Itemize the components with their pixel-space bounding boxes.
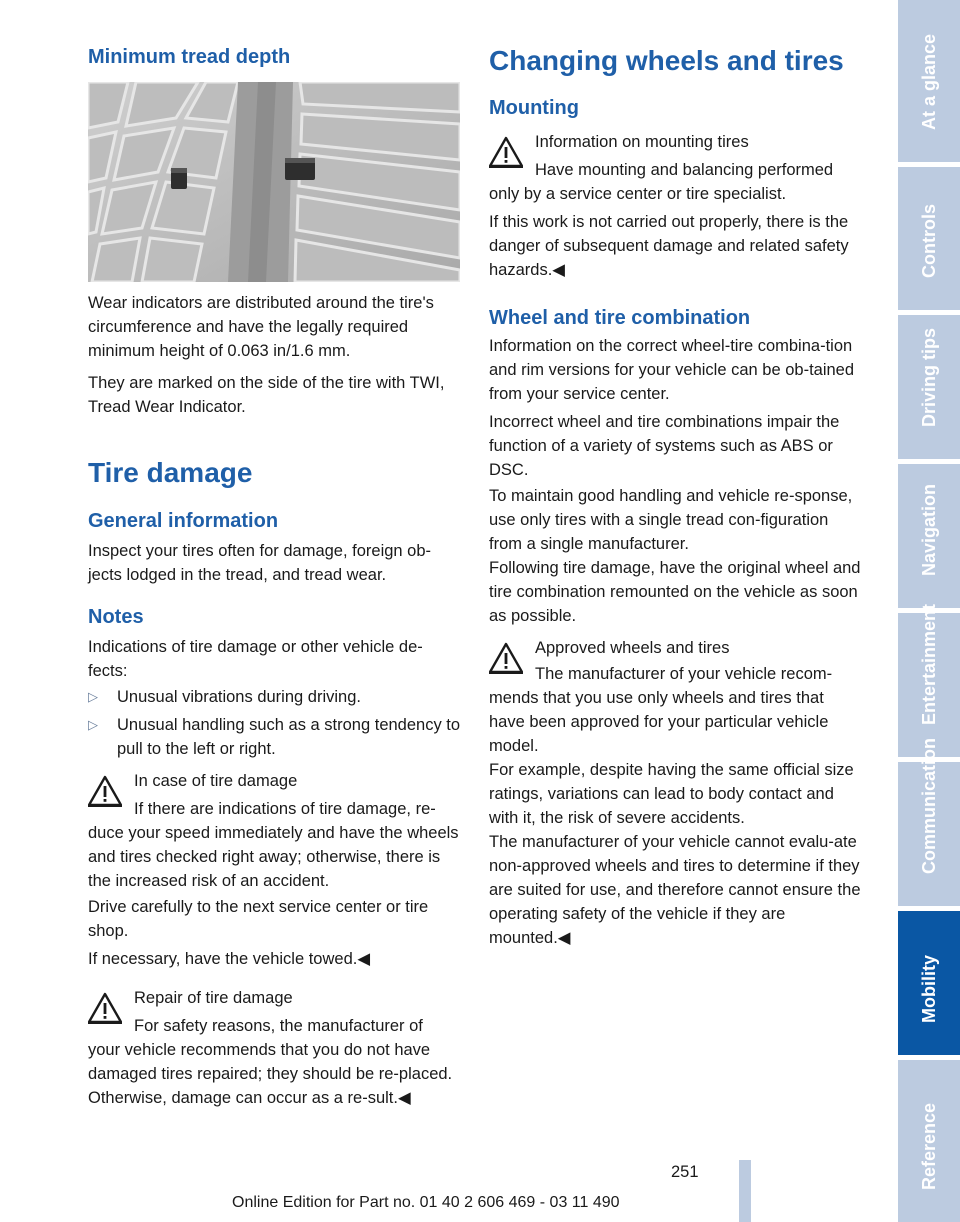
warning-icon	[88, 775, 122, 807]
tab-controls[interactable]	[898, 167, 960, 310]
minimum-tread-depth-heading: Minimum tread depth	[88, 46, 291, 68]
tab-label: Entertainment	[919, 603, 939, 725]
chapter-sidebar	[898, 0, 960, 1222]
handling-paragraph: To maintain good handling and vehicle re‐sponse, use only tires with a single tread con‐figuration from a single manufacturer.	[489, 487, 853, 553]
tab-driving-tips[interactable]	[898, 315, 960, 459]
list-item-text: Unusual handling such as a strong tendency to pull to the left or right.	[117, 716, 461, 758]
triangle-bullet-icon: ▷	[88, 689, 98, 704]
warning-first-line: If there are indications of tire damage, re‐	[134, 800, 436, 818]
list-item-text: Unusual vibrations during driving.	[117, 688, 361, 706]
general-information-paragraph: Inspect your tires often for damage, foreign ob‐jects lodged in the tread, and tread wear.	[88, 542, 432, 584]
towed-paragraph: If necessary, have the vehicle towed.◀	[88, 950, 371, 968]
tab-label: At a glance	[919, 33, 939, 130]
warning-icon	[88, 992, 122, 1024]
tab-label: Reference	[919, 1102, 939, 1190]
tab-label: Mobility	[919, 955, 939, 1023]
warning-first-line: The manufacturer of your vehicle recom‐	[535, 665, 833, 683]
wear-indicators-paragraph: Wear indicators are distributed around the tire's circumference and have the legally required minimum height of 0.063 in/1.6 mm.	[88, 294, 434, 360]
page-number-bar	[739, 1160, 751, 1222]
tab-label: Controls	[919, 204, 939, 278]
warning-first-line: Have mounting and balancing performed	[535, 161, 834, 179]
notes-heading: Notes	[88, 606, 144, 628]
list-item	[88, 685, 462, 709]
warning-text: only by a service center or tire specialist.	[489, 185, 787, 203]
tab-navigation[interactable]	[898, 464, 960, 608]
drive-carefully-paragraph: Drive carefully to the next service center or tire shop.	[88, 898, 429, 940]
triangle-bullet-icon: ▷	[88, 717, 98, 732]
tab-label: Navigation	[919, 483, 939, 576]
combination-paragraph: Information on the correct wheel-tire combina‐tion and rim versions for your vehicle can be ob‐tained from your service center.	[489, 337, 855, 403]
warning-title: Information on mounting tires	[535, 133, 749, 151]
warning-title: Repair of tire damage	[134, 989, 293, 1007]
tab-at-a-glance[interactable]	[898, 0, 960, 162]
list-item	[88, 713, 462, 761]
tab-label: Driving tips	[919, 327, 939, 427]
mounting-heading: Mounting	[489, 97, 579, 119]
cannot-evaluate-paragraph: The manufacturer of your vehicle cannot evalu‐ate non-approved wheels and tires to determine if they are suited for use, and therefore cannot ensure the operating safety of the vehicle if they are mounted.◀	[489, 833, 861, 947]
warning-title: In case of tire damage	[134, 772, 298, 790]
page-number: 251	[671, 1163, 699, 1181]
following-damage-paragraph: Following tire damage, have the original wheel and tire combination remounted on the vehicle as soon as possible.	[489, 559, 861, 625]
tab-mobility[interactable]	[898, 911, 960, 1055]
notes-paragraph: Indications of tire damage or other vehicle de‐fects:	[88, 638, 423, 680]
warning-title: Approved wheels and tires	[535, 639, 730, 657]
tire-damage-heading: Tire damage	[88, 457, 253, 488]
twi-paragraph: They are marked on the side of the tire with TWI, Tread Wear Indicator.	[88, 374, 445, 416]
warning-first-line: For safety reasons, the manufacturer of	[134, 1017, 423, 1035]
warning-text: your vehicle recommends that you do not have damaged tires repaired; they should be re‐placed. Otherwise, damage can occur as a re‐sult.◀	[88, 1041, 453, 1107]
tab-label: Communication	[919, 737, 939, 874]
wheel-tire-combination-heading: Wheel and tire combination	[489, 307, 751, 329]
tab-entertainment[interactable]	[898, 603, 960, 757]
improper-mounting-paragraph: If this work is not carried out properly, there is the danger of subsequent damage and related safety hazards.◀	[489, 213, 849, 279]
example-paragraph: For example, despite having the same official size ratings, variations can lead to body contact and with it, the risk of severe accidents.	[489, 761, 854, 827]
warning-icon	[489, 642, 523, 674]
warning-text: mends that you use only wheels and tires that have been approved for your particular vehicle model.	[489, 689, 829, 755]
warning-icon	[489, 136, 523, 168]
tab-communication[interactable]	[898, 737, 960, 906]
incorrect-combination-paragraph: Incorrect wheel and tire combinations impair the function of a variety of systems such as ABS or DSC.	[489, 413, 840, 479]
footer-edition-text: Online Edition for Part no. 01 40 2 606 469 - 03 11 490	[232, 1194, 620, 1211]
changing-wheels-heading: Changing wheels and tires	[489, 45, 844, 76]
tire-tread-illustration	[88, 82, 460, 282]
tab-reference[interactable]	[898, 1060, 960, 1222]
warning-text: duce your speed immediately and have the wheels and tires checked right away; otherwise, there is the increased risk of an accident.	[88, 824, 459, 890]
general-information-heading: General information	[88, 510, 279, 532]
